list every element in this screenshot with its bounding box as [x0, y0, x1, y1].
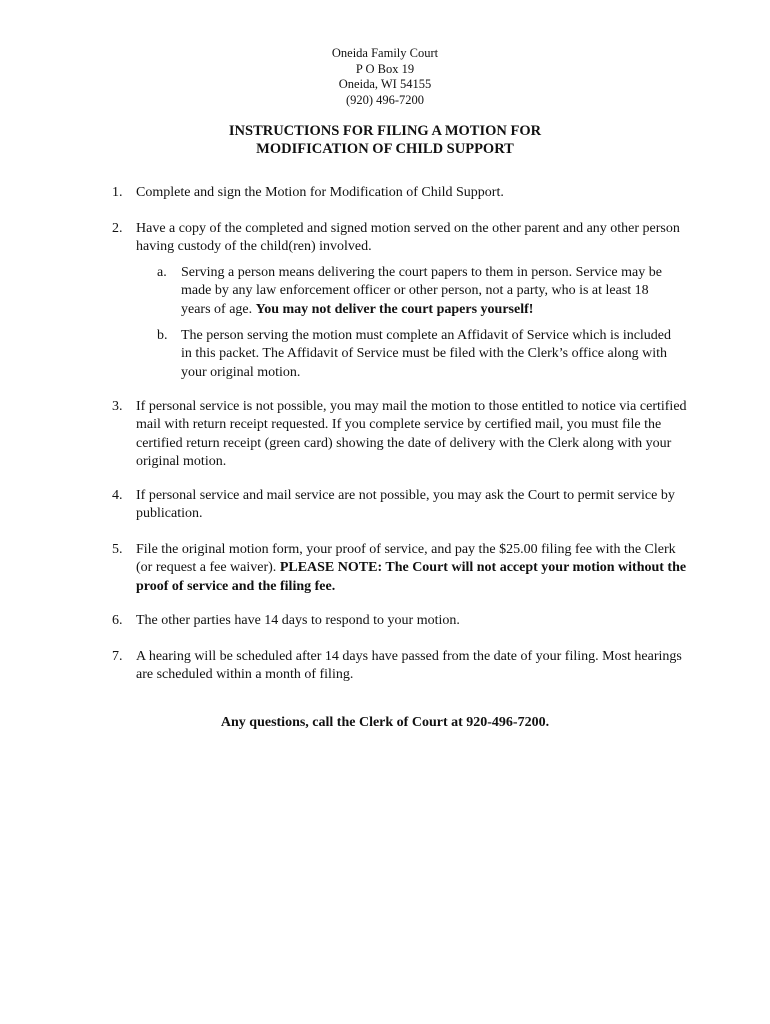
subitem-text	[181, 264, 677, 319]
item-number: 6.	[112, 613, 123, 628]
instruction-item-4	[112, 487, 692, 524]
instruction-subitem-b	[157, 327, 677, 382]
instruction-item-2	[112, 220, 692, 257]
subitem-text-plain: Serving a person means delivering the court papers to them in person. Service may be made by any law enforcement officer or other person, not a party, who is at least 18 years of age.	[181, 265, 662, 317]
item-number: 1.	[112, 185, 123, 200]
court-phone: (920) 496-7200	[345, 92, 425, 107]
instruction-item-6	[112, 612, 692, 630]
subitem-warning-bold: You may not deliver the court papers yourself!	[255, 301, 534, 317]
title-line-1: INSTRUCTIONS FOR FILING A MOTION FOR	[228, 123, 542, 139]
contact-footer: Any questions, call the Clerk of Court at 920-496-7200.	[220, 715, 550, 730]
instruction-subitem-a	[157, 264, 677, 319]
item-number: 5.	[112, 542, 123, 557]
instruction-item-5	[112, 541, 692, 596]
instruction-item-3	[112, 398, 692, 471]
item-text: The other parties have 14 days to respond to your motion.	[136, 613, 460, 628]
city-state-zip: Oneida, WI 54155	[338, 77, 432, 91]
item-text: If personal service is not possible, you may mail the motion to those entitled to notice via certified mail with return receipt requested. If you complete service by certified mail, you must file the certified return receipt (green card) showing the date of delivery with the Clerk along with your original motion.	[136, 399, 687, 469]
subitem-text: The person serving the motion must complete an Affidavit of Service which is included in this packet. The Affidavit of Service must be filed with the Clerk’s office along with your original motion.	[181, 328, 672, 380]
item-text: A hearing will be scheduled after 14 days have passed from the date of your filing. Most hearings are scheduled within a month of filing.	[136, 649, 682, 683]
instruction-item-7	[112, 648, 692, 685]
instruction-item-1	[112, 184, 692, 202]
item-text: If personal service and mail service are not possible, you may ask the Court to permit service by publication.	[136, 488, 675, 522]
item-number: 2.	[112, 221, 123, 236]
subitem-letter: b.	[157, 328, 168, 343]
item-text-plain: File the original motion form, your proof of service, and pay the $25.00 filing fee with the Clerk (or request a fee waiver).	[136, 542, 676, 576]
item-number: 3.	[112, 399, 123, 414]
po-box: P O Box 19	[355, 61, 415, 76]
item-text	[136, 541, 692, 596]
item-note-bold: PLEASE NOTE: The Court will not accept your motion without the proof of service and the filing fee.	[136, 560, 687, 594]
subitem-letter: a.	[157, 265, 167, 280]
court-name: Oneida Family Court	[331, 46, 439, 60]
item-number: 4.	[112, 488, 123, 503]
item-text: Complete and sign the Motion for Modification of Child Support.	[136, 185, 504, 200]
document-title	[0, 122, 770, 158]
court-address-block	[0, 46, 770, 108]
item-text: Have a copy of the completed and signed motion served on the other parent and any other person having custody of the child(ren) involved.	[136, 221, 680, 255]
title-line-2: MODIFICATION OF CHILD SUPPORT	[256, 141, 514, 157]
item-number: 7.	[112, 649, 123, 664]
